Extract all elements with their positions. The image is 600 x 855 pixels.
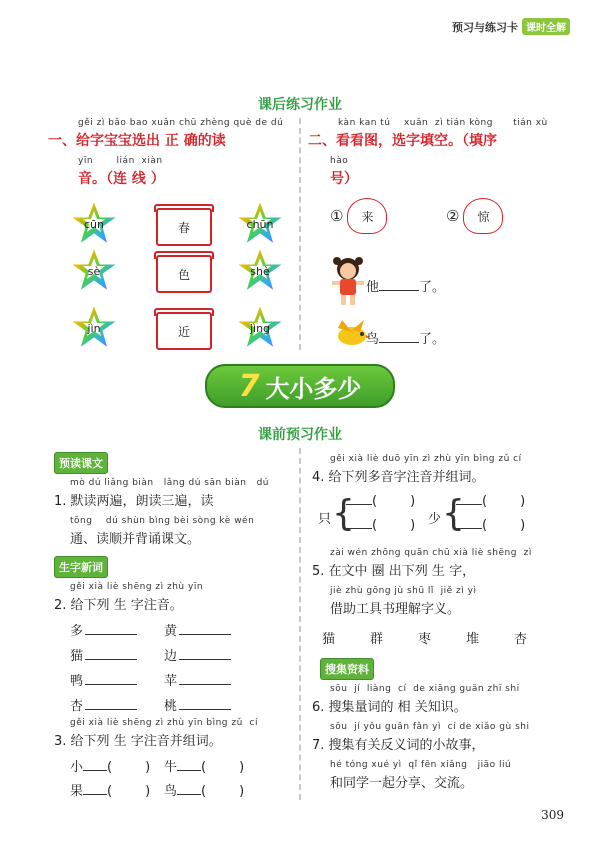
phonetic-item: [164, 645, 231, 664]
circle-char[interactable]: 堆: [466, 632, 480, 647]
phonetic-char: 多: [70, 624, 84, 639]
phonetic-char: 杏: [70, 699, 84, 714]
phonetic-item: [164, 620, 231, 639]
q2-line-2: 号）: [330, 171, 358, 187]
lq1-pinyin-2: tōng dú shùn bìng bèi sòng kè wén: [70, 516, 255, 526]
q1-pinyin-2: yīn lián xiàn: [78, 156, 163, 166]
char-word-item: [70, 780, 150, 799]
char-word-item: [164, 756, 244, 775]
star-right-label: shè: [250, 264, 270, 278]
sentence-1: [366, 276, 445, 295]
column-divider-top: [299, 118, 301, 350]
preview-title: 课前预习作业: [258, 427, 342, 443]
char-word-char: 小: [70, 760, 84, 775]
star-right-3[interactable]: [234, 302, 286, 358]
phonetic-blank[interactable]: [85, 684, 137, 685]
q2-line-1: 二、看看图，选字填空。（填序: [308, 133, 497, 149]
lq3-pinyin: gěi xià liè shēng zì zhù yīn bìng zǔ cí: [70, 718, 258, 728]
badge-collect: 搜集资料: [320, 658, 374, 680]
brace-1: {: [332, 493, 355, 534]
polyphone-2b[interactable]: ( ): [456, 518, 525, 533]
rq7-pinyin-2: hé tóng xué yì qǐ fēn xiǎng jiāo liú: [330, 760, 512, 770]
pinyin-blank[interactable]: [177, 770, 201, 771]
phonetic-item: [70, 670, 137, 689]
circle-char[interactable]: 猫: [322, 632, 336, 647]
girl-illustration: [328, 255, 368, 309]
polyphone-1b[interactable]: ( ): [346, 518, 415, 533]
phonetic-blank[interactable]: [179, 684, 231, 685]
phonetic-item: [70, 695, 137, 714]
phonetic-item: [70, 645, 137, 664]
rq5-line-1: 5. 在文中 圈 出下列 生 字，: [312, 564, 476, 579]
phonetic-blank[interactable]: [85, 709, 137, 710]
sentence-1-blank[interactable]: [379, 290, 419, 291]
char-box-label: 近: [177, 324, 190, 339]
char-word-char: 鸟: [164, 784, 178, 799]
header-tag: 课时全解: [522, 18, 570, 35]
phonetic-char: 鸭: [70, 674, 84, 689]
char-word-char: 牛: [164, 760, 178, 775]
star-right-label: chūn: [246, 217, 274, 231]
phonetic-blank[interactable]: [85, 659, 137, 660]
phonetic-item: [70, 620, 137, 639]
char-word-char: 果: [70, 784, 84, 799]
phonetic-item: [164, 670, 231, 689]
pinyin-blank[interactable]: [83, 770, 107, 771]
circle-char[interactable]: 群: [370, 632, 384, 647]
rq7-line-1: 7. 搜集有关反义词的小故事，: [312, 738, 485, 753]
sentence-2-blank[interactable]: [379, 342, 419, 343]
star-right-label: jìng: [249, 321, 271, 335]
phonetic-char: 黄: [164, 624, 178, 639]
word-blank[interactable]: ( ): [107, 760, 151, 775]
pinyin-blank[interactable]: [83, 794, 107, 795]
polyphone-char-2: 少: [428, 512, 442, 527]
char-box-2[interactable]: [156, 255, 212, 293]
circle-char[interactable]: 杏: [514, 632, 528, 647]
phonetic-char: 桃: [164, 699, 178, 714]
rq4-pinyin: gěi xià liè duō yīn zì zhù yīn bìng zǔ cí: [330, 454, 522, 464]
rq4-line: 4. 给下列多音字注音并组词。: [312, 470, 485, 485]
polyphone-area: [318, 492, 558, 540]
lq1-line-2: 通、读顺并背诵课文。: [70, 532, 201, 547]
phonetic-char: 苹: [164, 674, 178, 689]
polyphone-1a[interactable]: ( ): [346, 494, 415, 509]
char-box-3[interactable]: [156, 312, 212, 350]
option-2-char: 惊: [463, 198, 503, 234]
rq7-line-2: 和同学一起分享、交流。: [330, 776, 474, 791]
option-1-num: ①: [330, 207, 344, 225]
word-blank[interactable]: ( ): [107, 784, 151, 799]
rq7-pinyin-1: sōu jí yǒu guān fǎn yì cí de xiǎo gù shi: [330, 722, 530, 732]
column-divider-bottom: [299, 448, 301, 800]
star-left-3[interactable]: [68, 302, 120, 358]
lq3-line: 3. 给下列 生 字注音并组词。: [54, 734, 222, 749]
star-left-label: sè: [87, 264, 101, 278]
word-blank[interactable]: ( ): [201, 760, 245, 775]
lq2-pinyin: gěi xià liè shēng zì zhù yīn: [70, 582, 204, 592]
q2-pinyin-1: kàn kan tú xuǎn zì tián kòng tián xù: [338, 118, 548, 128]
lesson-number: 7: [238, 368, 260, 404]
q2-pinyin-2: hào: [330, 156, 349, 166]
rq6-pinyin: sōu jí liàng cí de xiāng guān zhī shi: [330, 684, 520, 694]
char-box-1[interactable]: [156, 208, 212, 246]
q1-pinyin-1: gěi zì bǎo bao xuǎn chū zhèng què de dú: [78, 118, 284, 128]
brace-2: {: [442, 493, 465, 534]
phonetic-blank[interactable]: [85, 634, 137, 635]
rq5-pinyin-2: jiè zhù gōng jù shū lǐ jiě zì yì: [330, 586, 477, 596]
circle-char[interactable]: 枣: [418, 632, 432, 647]
lesson-title: 大小多少: [265, 374, 362, 403]
option-1: [330, 198, 387, 234]
phonetic-char: 边: [164, 649, 178, 664]
rq6-line: 6. 搜集量词的 相 关知识。: [312, 700, 467, 715]
lq2-line: 2. 给下列 生 字注音。: [54, 598, 183, 613]
lq1-line-1: 1. 默读两遍，朗读三遍，读: [54, 494, 214, 509]
phonetic-blank[interactable]: [179, 709, 231, 710]
sentence-2: [366, 328, 445, 347]
page-number: 309: [541, 808, 564, 822]
lesson-banner: [205, 364, 395, 408]
option-2: [446, 198, 503, 234]
sentence-2-pre: 鸟: [366, 332, 380, 347]
phonetic-blank[interactable]: [179, 634, 231, 635]
bird-illustration: [330, 318, 370, 350]
badge-new-words: 生字新词: [54, 556, 108, 578]
lq1-pinyin-1: mò dú liǎng biàn lǎng dú sān biàn dú: [70, 478, 269, 488]
star-left-label: cūn: [84, 217, 104, 231]
running-header: [452, 18, 570, 35]
header-title: 预习与练习卡: [452, 20, 518, 34]
q1-line-1: 一、给字宝宝选出 正 确的读: [48, 133, 226, 149]
polyphone-2a[interactable]: ( ): [456, 494, 525, 509]
char-box-label: 色: [177, 267, 190, 282]
star-left-2[interactable]: [68, 245, 120, 301]
rq5-pinyin-1: zài wén zhōng quān chū xià liè shēng zì: [330, 548, 532, 558]
phonetic-item: [164, 695, 231, 714]
star-right-2[interactable]: [234, 245, 286, 301]
pinyin-blank[interactable]: [177, 794, 201, 795]
sentence-1-post: 了。: [419, 280, 446, 295]
polyphone-char-1: 只: [318, 512, 332, 527]
q1-line-2: 音。（连 线 ）: [78, 171, 165, 187]
star-left-label: jìn: [87, 321, 101, 335]
sentence-1-pre: 他: [366, 280, 380, 295]
phonetic-blank[interactable]: [179, 659, 231, 660]
sentence-2-post: 了。: [419, 332, 446, 347]
homework-title: 课后练习作业: [258, 97, 342, 113]
option-2-num: ②: [446, 207, 460, 225]
phonetic-char: 猫: [70, 649, 84, 664]
char-box-label: 春: [177, 220, 190, 235]
rq5-line-2: 借助工具书理解字义。: [330, 602, 461, 617]
word-blank[interactable]: ( ): [201, 784, 245, 799]
option-1-char: 来: [347, 198, 387, 234]
char-word-item: [164, 780, 244, 799]
badge-preread: 预读课文: [54, 452, 108, 474]
char-word-item: [70, 756, 150, 775]
